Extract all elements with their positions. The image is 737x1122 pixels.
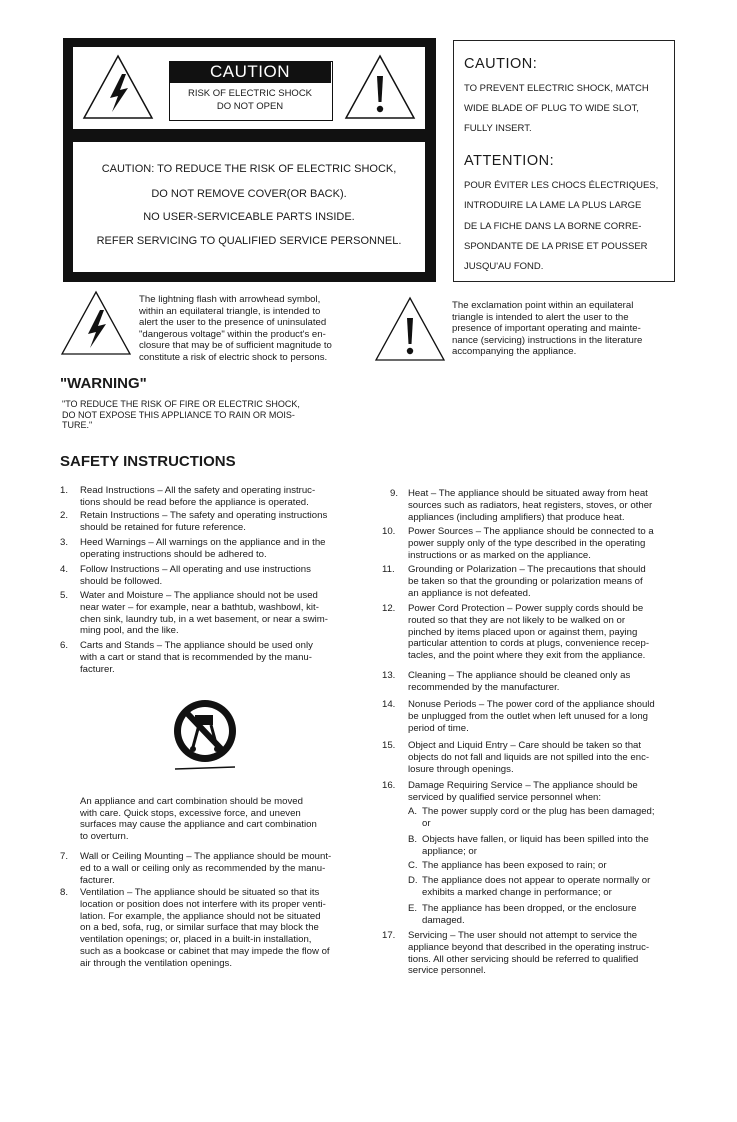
lightning-explanation: The lightning flash with arrowhead symbol, within an equilateral triangle, is intended to alert the user to the presence of uninsulated "dangerous voltage" within the product's en- closure that may be of sufficient magnitude to constitute a risk of electric shock to persons.: [139, 294, 332, 363]
caution-line: FULLY INSERT.: [464, 123, 532, 134]
caution-warning-line: NO USER-SERVICEABLE PARTS INSIDE.: [143, 211, 355, 223]
attention-line: DE LA FICHE DANS LA BORNE CORRE-: [464, 221, 642, 232]
warning-text: "TO REDUCE THE RISK OF FIRE OR ELECTRIC SHOCK, DO NOT EXPOSE THIS APPLIANCE TO RAIN OR MOIS- TURE.": [62, 399, 300, 430]
list-item: 12. Power Cord Protection – Power supply cords should be routed so that they are not likely to be walked on or pinched by items placed upon or against them, paying particular attention to cords at plugs, convenience recep- tacles, and the point where they exit from the appliance.: [382, 603, 650, 662]
cart-note: An appliance and cart combination should be moved with care. Quick stops, excessive force, and uneven surfaces may cause the appliance and cart combination to overturn.: [80, 796, 317, 842]
list-item: 14. Nonuse Periods – The power cord of the appliance should be unplugged from the outlet when left unused for a long period of time.: [382, 699, 655, 734]
caution-text-area: [73, 142, 425, 272]
attention-line: JUSQU'AU FOND.: [464, 261, 544, 272]
exclamation-triangle-icon: [344, 54, 416, 120]
caution-warning-line: DO NOT REMOVE COVER(OR BACK).: [151, 188, 347, 200]
list-item: 8. Ventilation – The appliance should be situated so that its location or position does not interfere with its proper venti- lation. For example, the appliance should not be situated on a bed, sofa, rug, or similar surface that may block the ventilation openings; or, placed in a built-in installation, such as a bookcase or cabinet that may impede the flow of air through the ventilation openings.: [60, 887, 330, 969]
sub-list-item: A. The power supply cord or the plug has been damaged; or: [408, 806, 655, 829]
list-item: 7. Wall or Ceiling Mounting – The appliance should be mount- ed to a wall or ceiling only as recommended by the manu- facturer.: [60, 851, 332, 886]
attention-line: INTRODUIRE LA LAME LA PLUS LARGE: [464, 200, 642, 211]
sub-list-item: E. The appliance has been dropped, or the enclosure damaged.: [408, 903, 637, 926]
caution-line: WIDE BLADE OF PLUG TO WIDE SLOT,: [464, 103, 639, 114]
caution-label-line2: DO NOT OPEN: [216, 101, 284, 112]
list-item: 9. Heat – The appliance should be situated away from heat sources such as radiators, heat registers, stoves, or other appliances (including amplifiers) that produce heat.: [390, 488, 653, 523]
list-item: 17. Servicing – The user should not attempt to service the appliance beyond that described in the operating instruc- tions. All other servicing should be referred to qualified service personnel.: [382, 930, 650, 977]
lightning-triangle-icon: [60, 290, 132, 356]
caution-warning-line: CAUTION: TO REDUCE THE RISK OF ELECTRIC SHOCK,: [101, 163, 397, 175]
list-item: 1. Read Instructions – All the safety and operating instruc- tions should be read before the appliance is operated.: [60, 485, 316, 508]
caution-heading: CAUTION:: [464, 56, 538, 72]
list-item: 10. Power Sources – The appliance should be connected to a power supply only of the type described in the operating instructions or as marked on the appliance.: [382, 526, 654, 561]
warning-heading: "WARNING": [60, 375, 147, 392]
exclamation-explanation: The exclamation point within an equilateral triangle is intended to alert the user to the presence of important operating and mainte- nance (servicing) instructions in the literature accompanying the appliance.: [452, 300, 643, 357]
attention-line: POUR ÉVITER LES CHOCS ÉLECTRIQUES,: [464, 180, 659, 191]
caution-label-line1: RISK OF ELECTRIC SHOCK: [187, 88, 313, 99]
safety-heading: SAFETY INSTRUCTIONS: [60, 453, 236, 470]
cart-tip-over-icon: [171, 695, 239, 777]
list-item: 6. Carts and Stands – The appliance should be used only with a cart or stand that is recommended by the manu- facturer.: [60, 640, 313, 675]
list-item: 2. Retain Instructions – The safety and operating instructions should be retained for future reference.: [60, 510, 328, 533]
attention-line: SPONDANTE DE LA PRISE ET POUSSER: [464, 241, 648, 252]
sub-list-item: C. The appliance has been exposed to rain; or: [408, 860, 607, 871]
sub-list-item: D. The appliance does not appear to operate normally or exhibits a marked change in performance; or: [408, 875, 651, 898]
list-item: 4. Follow Instructions – All operating and use instructions should be followed.: [60, 564, 311, 587]
list-item: 16. Damage Requiring Service – The appliance should be serviced by qualified service personnel when:: [382, 780, 638, 803]
attention-heading: ATTENTION:: [464, 153, 555, 169]
lightning-triangle-icon: [82, 54, 154, 120]
exclamation-triangle-icon: [374, 296, 446, 362]
list-item: 5. Water and Moisture – The appliance should not be used near water – for example, near a bathtub, washbowl, kit- chen sink, laundry tub, in a wet basement, or near a swim- ming pool, and the like.: [60, 590, 328, 637]
list-item: 11. Grounding or Polarization – The precautions that should be taken so that the grounding or polarization means of an appliance is not defeated.: [382, 564, 646, 599]
sub-list-item: B. Objects have fallen, or liquid has been spilled into the appliance; or: [408, 834, 649, 857]
caution-label-title: CAUTION: [169, 61, 331, 83]
caution-warning-line: REFER SERVICING TO QUALIFIED SERVICE PERSONNEL.: [96, 235, 402, 247]
list-item: 15. Object and Liquid Entry – Care should be taken so that objects do not fall and liquids are not spilled into the enc- losure through openings.: [382, 740, 650, 775]
list-item: 13. Cleaning – The appliance should be cleaned only as recommended by the manufacturer.: [382, 670, 631, 693]
list-item: 3. Heed Warnings – All warnings on the appliance and in the operating instructions should be adhered to.: [60, 537, 326, 560]
caution-line: TO PREVENT ELECTRIC SHOCK, MATCH: [464, 83, 649, 94]
